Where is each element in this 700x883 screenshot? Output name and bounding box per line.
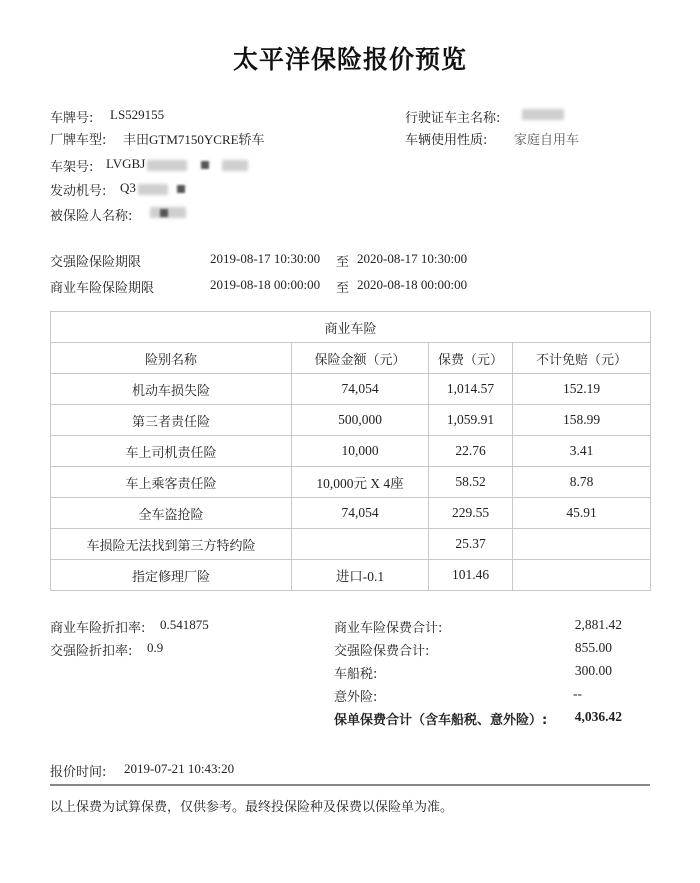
deductible-waiver: 8.78 [513, 467, 651, 498]
grand-total-value: 4,036.42 [574, 709, 622, 724]
accident-insurance-value: -- [573, 686, 582, 701]
commercial-insurance-table [50, 311, 651, 591]
redaction-mask [147, 160, 187, 171]
model-value: 丰田GTM7150YCRE轿车 [123, 132, 265, 147]
owner-label: 行驶证车主名称: [405, 111, 501, 126]
insured-amount [292, 529, 429, 560]
vessel-tax-value: 300.00 [574, 663, 612, 678]
coverage-name: 机动车损失险 [51, 374, 292, 405]
table-row [51, 405, 651, 436]
commercial-to: 至 [336, 281, 350, 296]
engine-value: Q3 [120, 180, 136, 195]
deductible-waiver [513, 560, 651, 591]
table-row [51, 498, 651, 529]
insured-amount: 10,000元 X 4座 [292, 467, 429, 498]
quote-time-value: 2019-07-21 10:43:20 [124, 761, 235, 776]
disclaimer: 以上保费为试算保费，仅供参考。最终投保险种及保费以保险单为准。 [50, 800, 454, 815]
coverage-name: 车上司机责任险 [51, 436, 292, 467]
premium: 22.76 [429, 436, 513, 467]
frame-label: 车架号: [50, 160, 94, 175]
column-header: 险别名称 [51, 343, 292, 374]
compulsory-discount-value: 0.9 [147, 640, 164, 655]
redaction-mask [138, 184, 168, 195]
table-caption: 商业车险 [51, 312, 651, 343]
owner-value-row [520, 107, 564, 122]
compulsory-period-label: 交强险保险期限 [50, 255, 142, 270]
model-label: 厂牌车型: [50, 133, 107, 148]
insured-amount: 进口-0.1 [292, 560, 429, 591]
table-row [51, 374, 651, 405]
table-row [51, 467, 651, 498]
insured-label: 被保险人名称: [50, 209, 133, 224]
compulsory-total-value: 855.00 [574, 640, 612, 655]
plate-value: LS529155 [110, 107, 165, 122]
usage-label: 车辆使用性质: [405, 133, 488, 148]
insured-value-row [148, 205, 168, 220]
deductible-waiver: 3.41 [513, 436, 651, 467]
commercial-period-label: 商业车险保险期限 [50, 281, 155, 296]
commercial-discount-value: 0.541875 [160, 617, 209, 632]
quote-time-label: 报价时间: [50, 765, 107, 780]
deductible-waiver: 158.99 [513, 405, 651, 436]
vessel-tax-label: 车船税: [334, 667, 378, 682]
commercial-total-value: 2,881.42 [574, 617, 622, 632]
premium: 58.52 [429, 467, 513, 498]
engine-label: 发动机号: [50, 184, 107, 199]
usage-value: 家庭自用车 [514, 133, 580, 148]
column-header: 保险金额（元） [292, 343, 429, 374]
column-header: 不计免赔（元） [513, 343, 651, 374]
deductible-waiver: 152.19 [513, 374, 651, 405]
coverage-name: 第三者责任险 [51, 405, 292, 436]
frame-value-row [106, 156, 248, 172]
deductible-waiver: 45.91 [513, 498, 651, 529]
table-caption-row [51, 312, 651, 343]
premium: 101.46 [429, 560, 513, 591]
engine-value-row [120, 180, 185, 196]
table-row [51, 436, 651, 467]
redaction-mask [522, 109, 564, 120]
premium: 25.37 [429, 529, 513, 560]
coverage-name: 车上乘客责任险 [51, 467, 292, 498]
redaction-mask [177, 185, 185, 193]
premium: 1,059.91 [429, 405, 513, 436]
redaction-mask [222, 160, 248, 171]
insured-amount: 500,000 [292, 405, 429, 436]
frame-value: LVGBJ [106, 156, 146, 171]
commercial-start: 2019-08-18 00:00:00 [210, 277, 321, 292]
insured-amount: 10,000 [292, 436, 429, 467]
premium: 229.55 [429, 498, 513, 529]
insured-amount: 74,054 [292, 374, 429, 405]
premium: 1,014.57 [429, 374, 513, 405]
coverage-name: 指定修理厂险 [51, 560, 292, 591]
page-title: 太平洋保险报价预览 [232, 45, 467, 74]
commercial-end: 2020-08-18 00:00:00 [357, 277, 468, 292]
deductible-waiver [513, 529, 651, 560]
column-header: 保费（元） [429, 343, 513, 374]
table-row [51, 529, 651, 560]
insured-amount: 74,054 [292, 498, 429, 529]
redaction-mask [201, 161, 209, 169]
compulsory-total-label: 交强险保费合计: [334, 644, 430, 659]
compulsory-to: 至 [336, 255, 350, 270]
redaction-mask [160, 209, 168, 217]
commercial-total-label: 商业车险保费合计: [334, 621, 443, 636]
compulsory-start: 2019-08-17 10:30:00 [210, 251, 321, 266]
grand-total-label: 保单保费合计（含车船税、意外险）: [334, 713, 548, 728]
plate-label: 车牌号: [50, 111, 94, 126]
commercial-discount-label: 商业车险折扣率: [50, 621, 146, 636]
coverage-name: 全车盗抢险 [51, 498, 292, 529]
compulsory-discount-label: 交强险折扣率: [50, 644, 133, 659]
coverage-name: 车损险无法找到第三方特约险 [51, 529, 292, 560]
divider [50, 784, 650, 786]
table-header-row [51, 343, 651, 374]
accident-insurance-label: 意外险: [334, 690, 378, 705]
compulsory-end: 2020-08-17 10:30:00 [357, 251, 468, 266]
table-row [51, 560, 651, 591]
